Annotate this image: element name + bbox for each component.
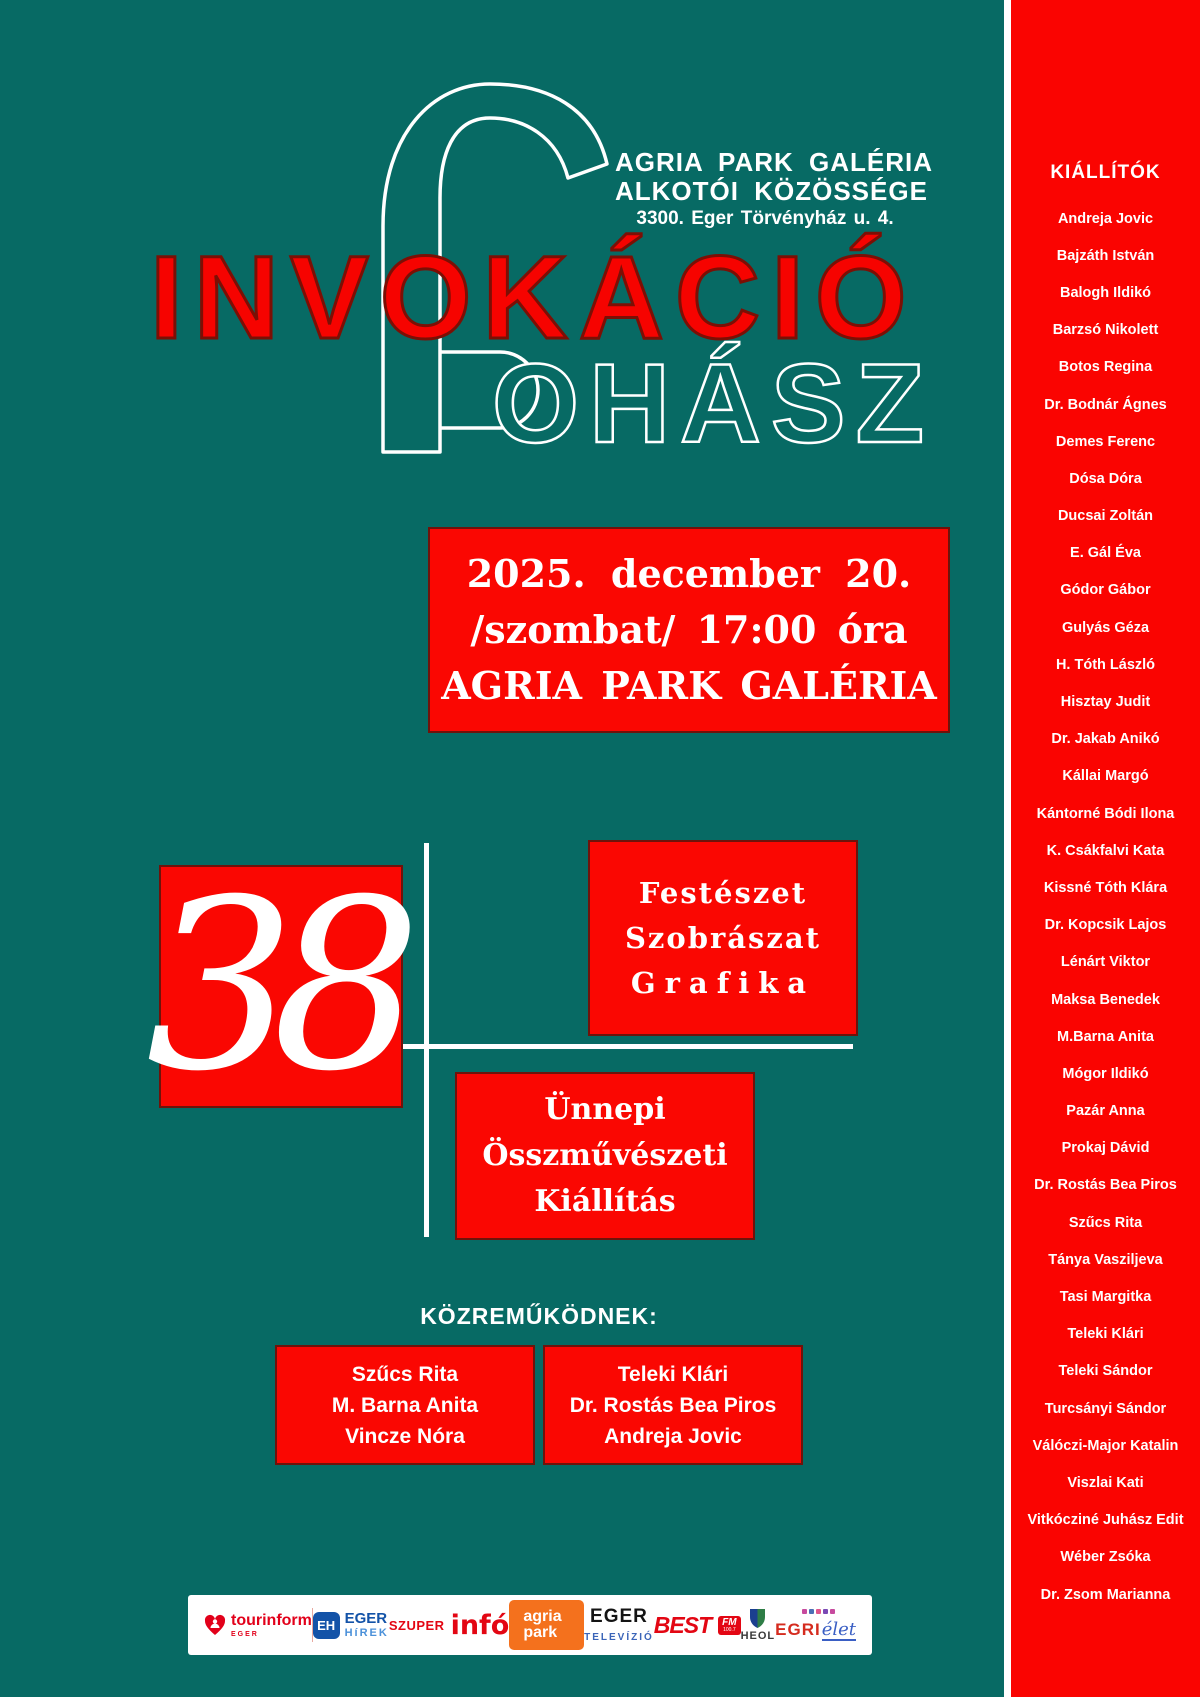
exhibitor-name: Dr. Kopcsik Lajos <box>1044 917 1167 934</box>
genres-box <box>588 840 858 1036</box>
event-time: /szombat/ 17:00 óra <box>470 607 908 652</box>
szuperinfo-prefix: SZUPER <box>388 1617 445 1633</box>
exhibitors-sidebar <box>1011 0 1200 1697</box>
szuperinfo-logo <box>388 1609 510 1641</box>
exhibitor-name: Tasi Margitka <box>1059 1289 1152 1306</box>
eger-hirek-label-top: EGER <box>344 1610 388 1627</box>
exhibitor-name: M.Barna Anita <box>1057 1028 1154 1045</box>
exhibitor-name: Balogh Ildikó <box>1059 284 1152 301</box>
exhibitor-name: Vitkócziné Juhász Edit <box>1027 1512 1184 1529</box>
szuperinfo-label: infó <box>450 1609 510 1641</box>
poster-title-fohasz-outline: OHÁSZ <box>492 341 934 466</box>
exhibitor-name: Hisztay Judit <box>1060 694 1151 711</box>
tourinform-label: tourinform <box>231 1611 312 1629</box>
genre-graphics: Grafika <box>630 965 816 1000</box>
exhibitor-name: Szűcs Rita <box>1068 1214 1143 1231</box>
organizer-name-line1: AGRIA PARK GALÉRIA <box>615 147 933 177</box>
tourinform-logo <box>204 1613 312 1638</box>
exhibitor-name: Mógor Ildikó <box>1062 1065 1149 1082</box>
exhibitor-name: Dr. Jakab Anikó <box>1051 731 1160 748</box>
edition-number: 38 <box>145 849 399 1123</box>
exhibitor-name: Teleki Klári <box>1067 1326 1144 1343</box>
exhibitor-name: Dósa Dóra <box>1069 470 1142 487</box>
exhibitors-heading: KIÁLLÍTÓK <box>1050 162 1161 183</box>
exhibitor-name: Dr. Rostás Bea Piros <box>1034 1177 1177 1194</box>
exhibitor-name: Kántorné Bódi Ilona <box>1036 805 1175 822</box>
egri-elet-label-right: élet <box>821 1619 856 1640</box>
exhibitor-name: Dr. Zsom Marianna <box>1040 1586 1171 1603</box>
sponsor-logo-strip <box>188 1595 872 1655</box>
exhibitor-name: Gódor Gábor <box>1060 582 1151 599</box>
contributor-name: Dr. Rostás Bea Piros <box>569 1393 777 1417</box>
eger-tv-label-top: EGER <box>590 1606 648 1627</box>
egri-elet-pictograms <box>802 1609 835 1614</box>
egri-elet-logo <box>775 1609 856 1641</box>
exhibitor-name: Tánya Vasziljeva <box>1048 1251 1163 1268</box>
exhibition-type-line1: Ünnepi <box>544 1092 666 1127</box>
contributors-box-left <box>275 1345 535 1465</box>
sidebar-separator-line <box>1004 0 1011 1697</box>
eger-hirek-badge-icon: EH <box>313 1612 340 1639</box>
contributor-name: Andreja Jovic <box>604 1424 742 1448</box>
eger-hirek-label-bottom: HíREK <box>344 1627 389 1639</box>
exhibitor-name: Wéber Zsóka <box>1060 1549 1151 1566</box>
best-fm-label: BEST <box>653 1611 712 1638</box>
exhibitor-name: Válóczi-Major Katalin <box>1032 1437 1179 1454</box>
exhibitors-list <box>1011 200 1200 1613</box>
tourinform-heart-icon <box>204 1614 226 1636</box>
exhibitor-name: H. Tóth László <box>1055 656 1156 673</box>
horizontal-divider-line <box>403 1044 853 1049</box>
organizer-header <box>615 147 933 232</box>
heol-logo <box>741 1608 776 1642</box>
event-date: 2025. december 20. <box>466 551 912 596</box>
exhibitor-name: Barzsó Nikolett <box>1052 322 1159 339</box>
exhibitor-name: Ducsai Zoltán <box>1057 508 1154 525</box>
event-venue: AGRIA PARK GALÉRIA <box>441 663 937 708</box>
contributor-name: Teleki Klári <box>617 1362 729 1386</box>
eger-televizio-logo <box>584 1607 654 1643</box>
exhibitor-name: Lénárt Viktor <box>1060 954 1151 971</box>
exhibitor-name: K. Csákfalvi Kata <box>1046 842 1165 859</box>
edition-number-box <box>145 849 403 1123</box>
exhibitor-name: Dr. Bodnár Ágnes <box>1044 396 1167 413</box>
exhibitor-name: Maksa Benedek <box>1051 991 1160 1008</box>
exhibitor-name: Teleki Sándor <box>1058 1363 1153 1380</box>
best-fm-badge-icon <box>718 1616 740 1635</box>
contributors-heading: KÖZREMŰKÖDNEK: <box>420 1303 658 1329</box>
eger-tv-label-bottom: TELEVÍZIÓ <box>584 1632 654 1643</box>
organizer-address: 3300. Eger Törvényház u. 4. <box>636 208 894 229</box>
exhibition-type-box <box>455 1072 755 1240</box>
contributors-box-right <box>543 1345 803 1465</box>
exhibitor-name: Pazár Anna <box>1066 1103 1145 1120</box>
eger-hirek-logo <box>313 1611 389 1639</box>
contributor-name: Vincze Nóra <box>345 1424 465 1448</box>
exhibitor-name: Demes Ferenc <box>1055 433 1156 450</box>
best-fm-logo <box>654 1612 741 1639</box>
exhibitor-name: E. Gál Éva <box>1070 545 1141 562</box>
genre-painting: Festészet <box>638 875 808 910</box>
exhibitor-name: Viszlai Kati <box>1067 1474 1144 1491</box>
exhibitor-name: Gulyás Géza <box>1061 619 1150 636</box>
event-details-box <box>428 527 950 733</box>
poster-title-invokacio: INVOKÁCIÓ <box>150 232 918 364</box>
exhibition-type-line3: Kiállítás <box>534 1184 676 1219</box>
egri-elet-label-left: EGRI <box>775 1620 821 1639</box>
best-fm-frequency: 100.7 <box>723 1626 736 1633</box>
heol-shield-icon <box>749 1608 766 1629</box>
contributor-name: Szűcs Rita <box>351 1362 459 1386</box>
contributor-name: M. Barna Anita <box>331 1393 479 1417</box>
organizer-name-line2: ALKOTÓI KÖZÖSSÉGE <box>615 176 928 206</box>
exhibitor-name: Andreja Jovic <box>1057 210 1154 227</box>
exhibitor-name: Prokaj Dávid <box>1061 1140 1150 1157</box>
heol-label: HEOL <box>740 1630 776 1642</box>
exhibitor-name: Turcsányi Sándor <box>1044 1400 1167 1417</box>
exhibitor-name: Kissné Tóth Klára <box>1043 879 1168 896</box>
exhibition-type-line2: Összművészeti <box>482 1138 728 1173</box>
vertical-divider-line <box>424 843 429 1237</box>
best-fm-badge-text: FM <box>722 1616 737 1628</box>
exhibitor-name: Bajzáth István <box>1056 247 1155 264</box>
tourinform-city-label: EGER <box>231 1630 259 1638</box>
genre-sculpture: Szobrászat <box>624 920 822 955</box>
exhibitor-name: Kállai Margó <box>1062 768 1149 785</box>
exhibitor-name: Botos Regina <box>1058 359 1153 376</box>
agria-park-logo <box>509 1600 584 1650</box>
agria-park-label: agria park <box>509 1600 584 1650</box>
